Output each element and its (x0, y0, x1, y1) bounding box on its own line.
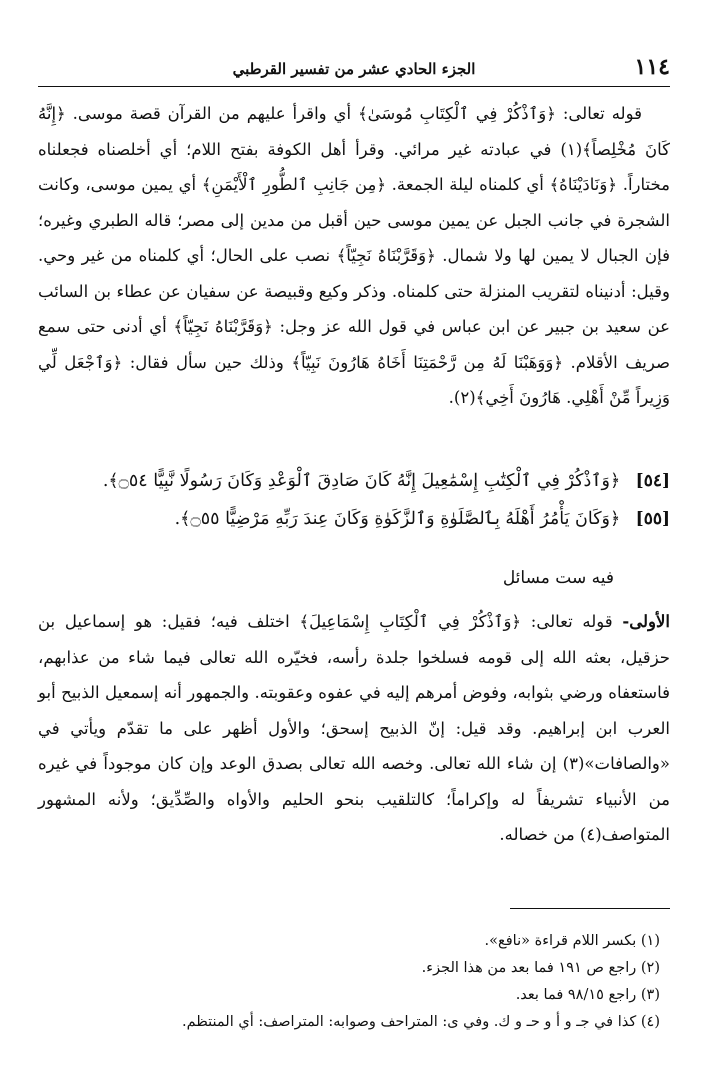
footnote-3: (٣) راجع ٩٨/١٥ فما بعد. (515, 987, 660, 1003)
running-title: الجزء الحادي عشر من تفسير القرطبي (232, 60, 476, 78)
verse-55 (38, 500, 670, 538)
footnote-divider (510, 908, 670, 909)
page-header (38, 52, 670, 87)
footnote-4: (٤) كذا في جـ و أ و حـ و ك. وفي ى: المتراحف وصوابه: المتراصف: أي المنتظم. (182, 1014, 660, 1030)
commentary-paragraph (38, 96, 670, 416)
first-issue-paragraph (38, 604, 670, 853)
verse-text: ﴿وَٱذْكُرْ فِي ٱلْكِتَٰبِ إِسْمَٰعِيلَ إِنَّهُ كَانَ صَادِقَ ٱلْوَعْدِ وَكَانَ رَسُولًا نَّبِيًّا ۝٥٤﴾. (102, 471, 621, 491)
section-heading: فيه ست مسائل (502, 568, 614, 588)
verse-number: [٥٤] (635, 471, 670, 491)
page-number: ١١٤ (634, 54, 670, 80)
footnotes (38, 928, 670, 1036)
verse-text: ﴿وَكَانَ يَأْمُرُ أَهْلَهُ بِٱلصَّلَوٰةِ وَٱلزَّكَوٰةِ وَكَانَ عِندَ رَبِّهِ مَرْضِيًّا ۝٥٥﴾. (174, 509, 621, 529)
footnote-1: (١) بكسر اللام قراءة «نافع». (484, 933, 660, 949)
verse-number: [٥٥] (635, 509, 670, 529)
verse-54 (38, 462, 670, 500)
quran-verses (38, 462, 670, 538)
commentary-text: قوله تعالى: ﴿وَٱذْكُرْ فِي ٱلْكِتَابِ مُوسَىٰ﴾ أي واقرأ عليهم من القرآن قصة موسى. ﴿إِنَّهُ كَانَ مُخْلِصاً﴾(١) في عبادته غير مرائي. وقرأ أهل الكوفة بفتح اللام؛ أي أخلصناه فجعلناه مختاراً. ﴿وَنَادَيْنَاهُ﴾ أي كلمناه ليلة الجمعة. ﴿مِن جَانِبِ ٱلطُّورِ ٱلْأَيْمَنِ﴾ أي يمين موسى، وكانت الشجرة في جانب الجبل عن يمين موسى حين أقبل من مدين إلى مصر؛ قاله الطبري وغيره؛ فإن الجبال لا يمين لها ولا شمال. ﴿وَقَرَّبْنَاهُ نَجِيّاً﴾ نصب على الحال؛ أي كلمناه من غير وحي. وقيل: أدنيناه لتقريب المنزلة حتى كلمناه. وذكر وكيع وقبيصة عن سفيان عن عطاء بن السائب عن سعيد بن جبير عن ابن عباس في قول الله عز وجل: ﴿وَقَرَّبْنَاهُ نَجِيّاً﴾ أي أدنى حتى سمع صريف الأقلام. ﴿وَوَهَبْنَا لَهُ مِن رَّحْمَتِنَا أَخَاهُ هَارُونَ نَبِيّاً﴾ وذلك حين سأل فقال: ﴿وَٱجْعَل لِّي وَزِيراً مِّنْ أَهْلِي. هَارُونَ أَخِي﴾(٢). (38, 104, 671, 407)
issue-label: الأولى- (622, 612, 670, 631)
footnote-2: (٢) راجع ص ١٩١ فما بعد من هذا الجزء. (421, 960, 660, 976)
issue-text: قوله تعالى: ﴿وَٱذْكُرْ فِي ٱلْكِتَابِ إِسْمَاعِيلَ﴾ اختلف فيه؛ فقيل: هو إسماعيل بن حزقيل، بعثه الله إلى قومه فسلخوا جلدة رأسه، فخيّره الله تعالى فيما شاء من عذابهم، فاستعفاه ورضي بثوابه، وفوض أمرهم إليه في عفوه وعقوبته. والجمهور أنه إسمعيل الذبيح أبو العرب ابن إبراهيم. وقد قيل: إنّ الذبيح إسحق؛ والأول أظهر على ما تقدّم ويأتي في «والصافات»(٣) إن شاء الله تعالى. وخصه الله تعالى بصدق الوعد وإن كان موجوداً في غيره من الأنبياء تشريفاً له وإكراماً؛ كالتلقيب بنحو الحليم والأواه والصِّدِّيق؛ ولأنه المشهور المتواصف(٤) من خصاله. (38, 612, 670, 844)
